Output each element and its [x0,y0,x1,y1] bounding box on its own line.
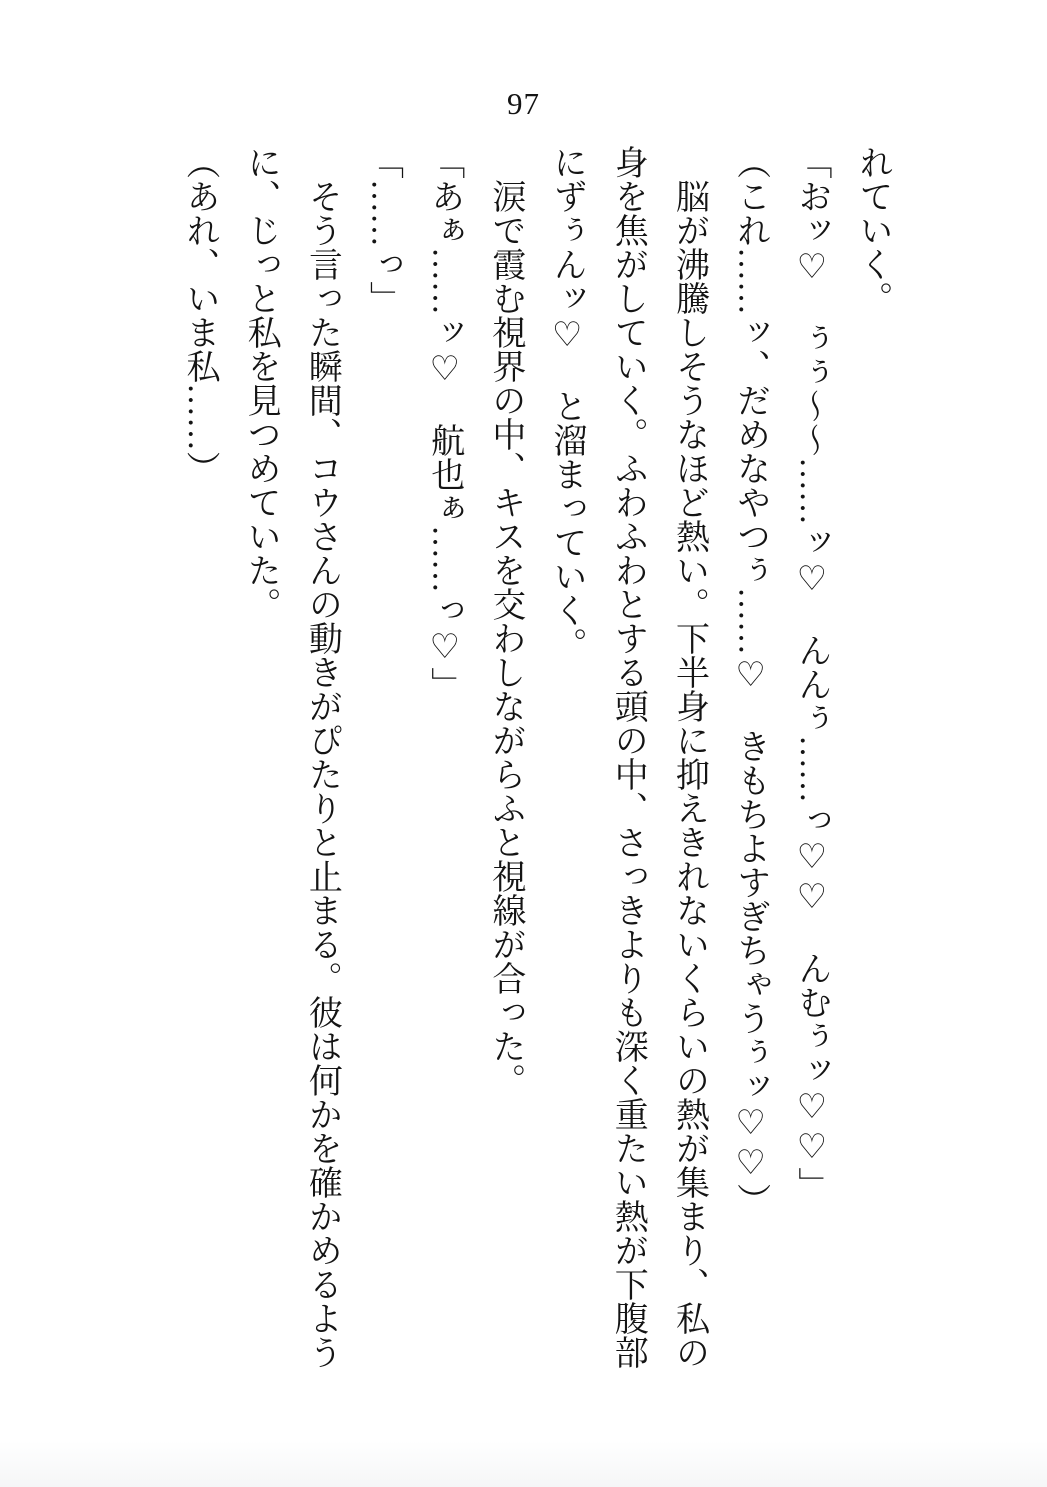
paragraph-dialogue-moan-2: 「あぁ……ッ♡ 航也ぁ……っ♡」 [425,145,463,701]
paragraph-narration-2: 涙で霞む視界の中、キスを交わしながらふと視線が合った。 [486,179,524,1097]
paragraph-continuation: れていく。 [854,145,891,315]
vertical-text-body [169,145,903,1371]
paragraph-dialogue-moan-1: 「おッ♡ ぅぅ～～……ッ♡ んんぅ……っ♡♡ んむぅッ♡♡」 [792,145,830,1201]
paragraph-dialogue-short: 「……っ」 [364,145,402,315]
paragraph-inner-thought-2: （あれ、いま私……） [180,145,218,485]
page-bottom-fade [0,1441,1047,1487]
paragraph-narration-1: 脳が沸騰しそうなほど熱い。下半身に抑えきれないくらいの熱が集まり、私の身を焦がしていく。ふわふわとする頭の中、さっきよりも深く重たい熱が下腹部にずぅんッ♡ と溜まっていく。 [548,145,708,1369]
paragraph-inner-thought-1: （これ……ッ、だめなやつぅ……♡ きもちよすぎちゃうぅッ♡♡） [731,145,769,1217]
page-number: 97 [507,86,540,121]
paragraph-narration-3: そう言った瞬間、コウさんの動きがぴたりと止まる。彼は何かを確かめるように、じっと私を見つめていた。 [242,145,341,1369]
